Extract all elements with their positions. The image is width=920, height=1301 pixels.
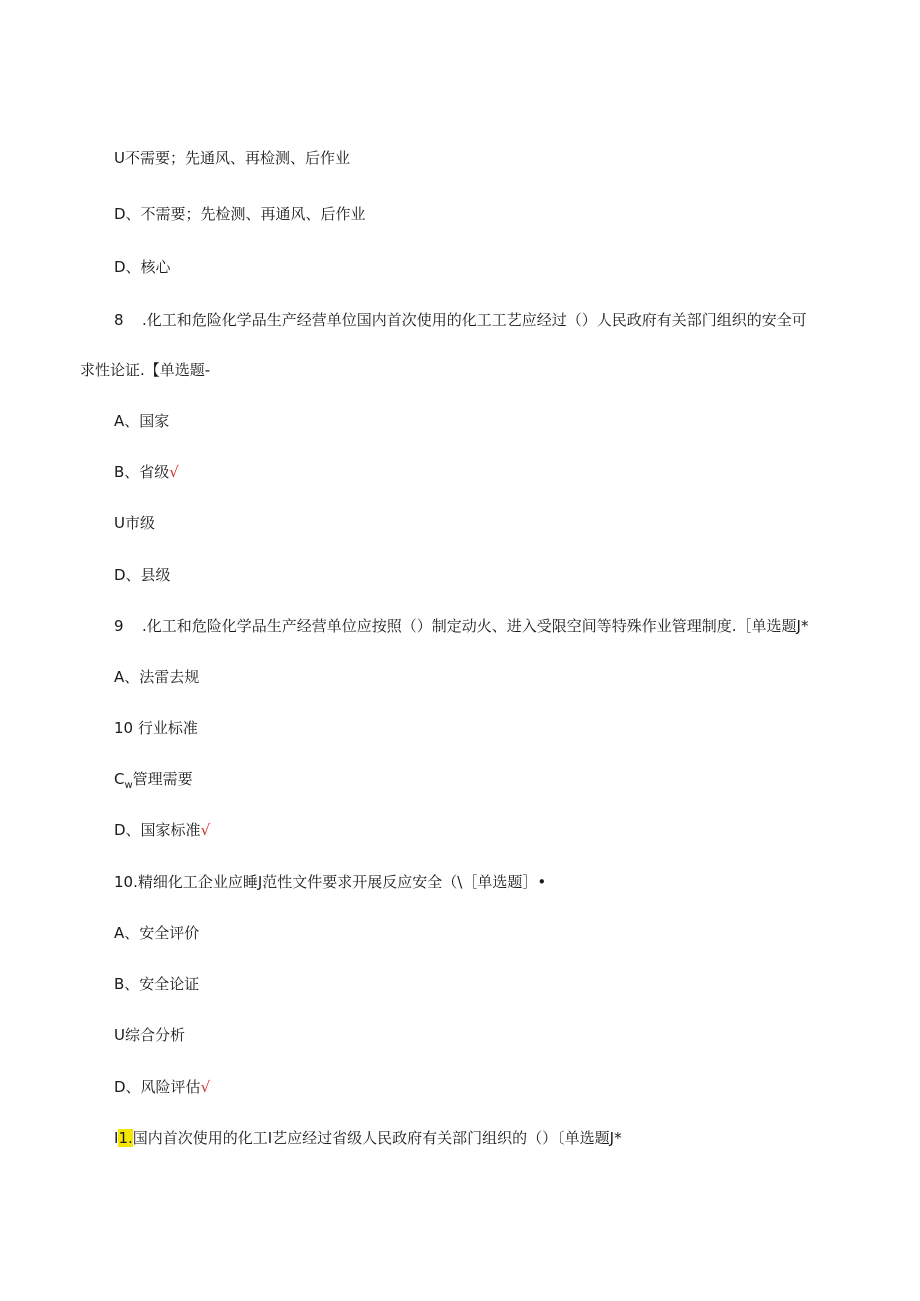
question-9 bbox=[114, 616, 808, 636]
option-subscript: w bbox=[124, 780, 133, 791]
check-mark-icon: √ bbox=[200, 1078, 211, 1096]
option-a: A、法雷去规 bbox=[114, 668, 200, 686]
option-b: 10 行业标准 bbox=[114, 719, 198, 737]
option-a: A、国家 bbox=[114, 412, 170, 430]
option-c: U市级 bbox=[114, 514, 155, 532]
highlighted-number: 1. bbox=[118, 1129, 133, 1147]
check-mark-icon: √ bbox=[200, 821, 211, 839]
question-text: 国内首次使用的化工I艺应经过省级人民政府有关部门组织的（）〔单选题J* bbox=[132, 1129, 622, 1147]
question-number: 8 bbox=[114, 311, 124, 329]
question-text: .化工和危险化学品生产经营单位国内首次使用的化工工艺应经过（）人民政府有关部门组织的安全可 bbox=[142, 311, 807, 329]
option-d: D、县级 bbox=[114, 566, 171, 584]
option-text: D、国家标准 bbox=[114, 821, 201, 839]
option-b bbox=[114, 462, 179, 482]
question-prefix: I bbox=[114, 1129, 119, 1147]
option-text: 管理需要 bbox=[132, 770, 193, 788]
question-10: 10.精细化工企业应睡J范性文件要求开展反应安全（\［单选题］• bbox=[114, 873, 547, 891]
question-8 bbox=[114, 310, 807, 330]
question-11 bbox=[114, 1128, 622, 1148]
question-8-continuation: 求性论证.【单选题- bbox=[80, 361, 211, 379]
question-number: 9 bbox=[114, 617, 124, 635]
option-a: A、安全评价 bbox=[114, 924, 200, 942]
option-text: D、风险评估 bbox=[114, 1078, 201, 1096]
option-prefix: C bbox=[114, 770, 125, 788]
option-c: U综合分析 bbox=[114, 1026, 185, 1044]
question-text: .化工和危险化学品生产经营单位应按照（）制定动火、进入受限空间等特殊作业管理制度.［单选题J* bbox=[142, 617, 809, 635]
option-line: D、不需要；先检测、再通风、后作业 bbox=[114, 205, 366, 223]
option-c bbox=[114, 769, 193, 796]
option-text: B、省级 bbox=[114, 463, 170, 481]
option-line: D、核心 bbox=[114, 258, 171, 276]
option-d bbox=[114, 820, 210, 840]
option-line: U不需要；先通风、再检测、后作业 bbox=[114, 149, 350, 167]
option-b: B、安全论证 bbox=[114, 975, 200, 993]
option-d bbox=[114, 1077, 210, 1097]
check-mark-icon: √ bbox=[169, 463, 179, 481]
